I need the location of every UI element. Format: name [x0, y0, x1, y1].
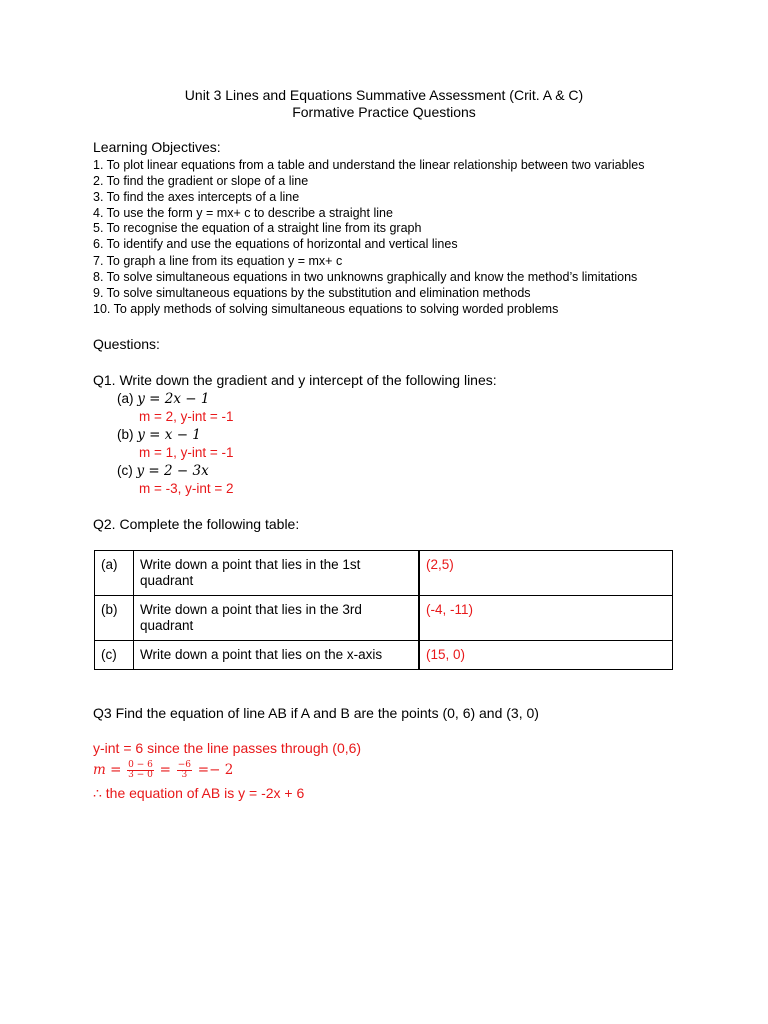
fraction-numerator: 0 − 6 — [128, 759, 153, 770]
objective-item: 8. To solve simultaneous equations in two unknowns graphically and know the method’s limitations — [93, 270, 638, 284]
row-answer: (15, 0) — [419, 641, 673, 670]
q1-answer: m = 1, y-int = -1 — [139, 445, 234, 460]
document-title: Unit 3 Lines and Equations Summative Assessment (Crit. A & C) — [184, 87, 584, 103]
gradient-fraction-simplified — [177, 761, 192, 780]
q1-equation: y = 2 − 3x — [136, 463, 209, 479]
table-row — [95, 641, 673, 670]
fraction-denominator: 3 − 0 — [128, 769, 153, 780]
row-question: Write down a point that lies in the 3rd quadrant — [134, 596, 420, 641]
objective-item: 5. To recognise the equation of a straight line from its graph — [93, 221, 422, 235]
objective-item: 3. To find the axes intercepts of a line — [93, 190, 300, 204]
table-row — [95, 551, 673, 596]
objective-item: 6. To identify and use the equations of horizontal and vertical lines — [93, 237, 458, 251]
gradient-fraction — [127, 761, 154, 780]
row-label: (c) — [95, 641, 134, 670]
equals-sign: = — [159, 762, 171, 778]
objective-item: 4. To use the form y = mx+ c to describe a straight line — [93, 206, 393, 220]
q3-yint-line: y-int = 6 since the line passes through (0,6) — [93, 740, 362, 756]
objective-item: 2. To find the gradient or slope of a line — [93, 174, 309, 188]
document-subtitle: Formative Practice Questions — [292, 104, 476, 120]
q3-prompt: Q3 Find the equation of line AB if A and B are the points (0, 6) and (3, 0) — [93, 705, 539, 721]
q3-conclusion: ∴ the equation of AB is y = -2x + 6 — [93, 785, 305, 801]
q1-part-label: (b) — [117, 427, 134, 442]
questions-heading: Questions: — [93, 336, 160, 352]
gradient-label: m = — [93, 762, 122, 778]
table-row — [95, 596, 673, 641]
q1-part-a — [117, 390, 209, 408]
objective-item: 9. To solve simultaneous equations by the substitution and elimination methods — [93, 286, 531, 300]
q2-table — [94, 550, 673, 670]
gradient-result: =− 2 — [197, 762, 234, 778]
q1-answer: m = -3, y-int = 2 — [139, 481, 234, 496]
q2-prompt: Q2. Complete the following table: — [93, 516, 300, 532]
objective-item: 1. To plot linear equations from a table and understand the linear relationship between two variables — [93, 158, 645, 172]
row-label: (b) — [95, 596, 134, 641]
fraction-denominator: 3 — [181, 769, 188, 780]
q3-gradient-line — [93, 758, 233, 782]
q1-part-b — [117, 426, 201, 444]
fraction-numerator: −6 — [177, 759, 192, 770]
objective-item: 7. To graph a line from its equation y = mx+ c — [93, 254, 343, 268]
row-label: (a) — [95, 551, 134, 596]
q1-prompt: Q1. Write down the gradient and y intercept of the following lines: — [93, 372, 497, 388]
objective-item: 10. To apply methods of solving simultaneous equations to solving worded problems — [93, 302, 559, 316]
objectives-heading: Learning Objectives: — [93, 139, 221, 155]
q1-part-c — [117, 462, 209, 480]
q1-part-label: (c) — [117, 463, 133, 478]
q1-answer: m = 2, y-int = -1 — [139, 409, 234, 424]
row-question: Write down a point that lies in the 1st quadrant — [134, 551, 420, 596]
row-answer: (2,5) — [419, 551, 673, 596]
row-answer: (-4, -11) — [419, 596, 673, 641]
q1-equation: y = x − 1 — [137, 427, 201, 443]
q1-equation: y = 2x − 1 — [137, 391, 210, 407]
row-question: Write down a point that lies on the x-axis — [134, 641, 420, 670]
q1-part-label: (a) — [117, 391, 134, 406]
